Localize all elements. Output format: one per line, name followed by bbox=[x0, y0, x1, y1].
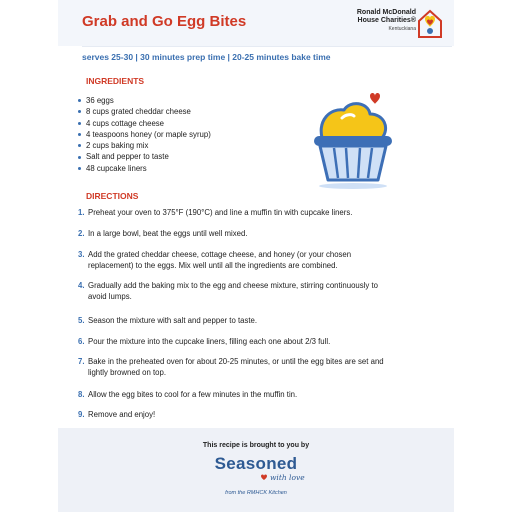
step-line: Preheat your oven to 375°F (190°C) and line a muffin tin with cupcake liners. bbox=[88, 208, 353, 217]
step-text bbox=[88, 410, 155, 421]
bullet-icon bbox=[78, 133, 81, 136]
ingredients-list bbox=[78, 95, 278, 174]
ingredient-item bbox=[78, 106, 278, 117]
serves-info: serves 25-30 | 30 minutes prep time | 20-25 minutes bake time bbox=[82, 52, 331, 62]
bullet-icon bbox=[78, 110, 81, 113]
footer-brought: This recipe is brought to you by bbox=[202, 442, 310, 449]
logo-text bbox=[357, 9, 416, 33]
step-number: 9. bbox=[78, 410, 85, 419]
ingredient-item bbox=[78, 95, 278, 106]
ingredient-text: 2 cups baking mix bbox=[86, 141, 149, 151]
footer-from: from the RMHCK Kitchen bbox=[225, 490, 287, 496]
step-line: Remove and enjoy! bbox=[88, 410, 156, 419]
step-number: 2. bbox=[78, 229, 85, 238]
house-heart-icon bbox=[416, 7, 444, 39]
step-line: Season the mixture with salt and pepper to taste. bbox=[88, 316, 258, 325]
step-number: 1. bbox=[78, 208, 85, 217]
direction-step bbox=[78, 337, 418, 348]
step-text bbox=[88, 281, 378, 302]
step-line: Bake in the preheated oven for about 20-25 minutes, or until the egg bites are set and bbox=[88, 357, 384, 366]
direction-step bbox=[78, 316, 418, 327]
ingredient-item bbox=[78, 140, 278, 151]
bullet-icon bbox=[78, 156, 81, 159]
direction-step bbox=[78, 250, 418, 271]
ingredient-item bbox=[78, 129, 278, 140]
brand-name: Seasoned bbox=[214, 454, 298, 473]
step-text bbox=[88, 337, 330, 348]
step-number: 7. bbox=[78, 357, 85, 366]
page-title: Grab and Go Egg Bites bbox=[82, 13, 247, 30]
step-text bbox=[88, 229, 248, 240]
step-text bbox=[88, 316, 257, 327]
step-text bbox=[88, 208, 352, 219]
bullet-icon bbox=[78, 167, 81, 170]
step-line: replacement) to the eggs. Mix well until all the ingredients are combined. bbox=[88, 260, 338, 270]
direction-step bbox=[78, 208, 418, 219]
ingredient-item bbox=[78, 151, 278, 162]
ingredient-text: 36 eggs bbox=[86, 96, 114, 105]
header-divider bbox=[82, 46, 452, 47]
step-line: Allow the egg bites to cool for a few minutes in the muffin tin. bbox=[88, 390, 298, 399]
cupcake-icon bbox=[308, 90, 398, 190]
ingredient-item bbox=[78, 163, 278, 174]
heart-icon bbox=[260, 473, 268, 481]
bullet-icon bbox=[78, 144, 81, 147]
step-line: In a large bowl, beat the eggs until well mixed. bbox=[88, 229, 248, 238]
footer bbox=[58, 428, 454, 512]
step-line: Pour the mixture into the cupcake liners, filling each one about 2/3 full. bbox=[88, 337, 331, 346]
step-number: 5. bbox=[78, 316, 85, 325]
direction-step bbox=[78, 410, 418, 421]
ingredient-text: Salt and pepper to taste bbox=[86, 152, 169, 162]
step-text bbox=[88, 250, 351, 271]
direction-step bbox=[78, 281, 418, 302]
logo-line2: House Charities® bbox=[357, 17, 416, 24]
step-number: 4. bbox=[78, 281, 85, 290]
bullet-icon bbox=[78, 122, 81, 125]
step-line: Add the grated cheddar cheese, cottage cheese, and honey (or your chosen bbox=[88, 250, 352, 259]
step-line: avoid lumps. bbox=[88, 291, 132, 301]
direction-step bbox=[78, 357, 418, 378]
rmhc-logo bbox=[336, 7, 446, 41]
step-number: 3. bbox=[78, 250, 85, 259]
ingredient-text: 8 cups grated cheddar cheese bbox=[86, 107, 191, 117]
ingredient-text: 4 cups cottage cheese bbox=[86, 118, 165, 128]
ingredient-item bbox=[78, 118, 278, 129]
step-number: 6. bbox=[78, 337, 85, 346]
bullet-icon bbox=[78, 99, 81, 102]
ingredients-heading: INGREDIENTS bbox=[86, 76, 145, 86]
directions-heading: DIRECTIONS bbox=[86, 191, 139, 201]
step-line: lightly browned on top. bbox=[88, 367, 167, 377]
logo-sub: Kentuckiana bbox=[388, 26, 416, 32]
ingredient-text: 48 cupcake liners bbox=[86, 163, 147, 173]
direction-step bbox=[78, 390, 418, 401]
step-text bbox=[88, 390, 297, 401]
brand-tagline: with love bbox=[270, 473, 305, 482]
step-number: 8. bbox=[78, 390, 85, 399]
ingredient-text: 4 teaspoons honey (or maple syrup) bbox=[86, 129, 211, 139]
logo-line1: Ronald McDonald bbox=[356, 9, 416, 16]
direction-step bbox=[78, 229, 418, 240]
step-line: Gradually add the baking mix to the egg and cheese mixture, stirring continuously to bbox=[88, 281, 378, 290]
step-text bbox=[88, 357, 384, 378]
